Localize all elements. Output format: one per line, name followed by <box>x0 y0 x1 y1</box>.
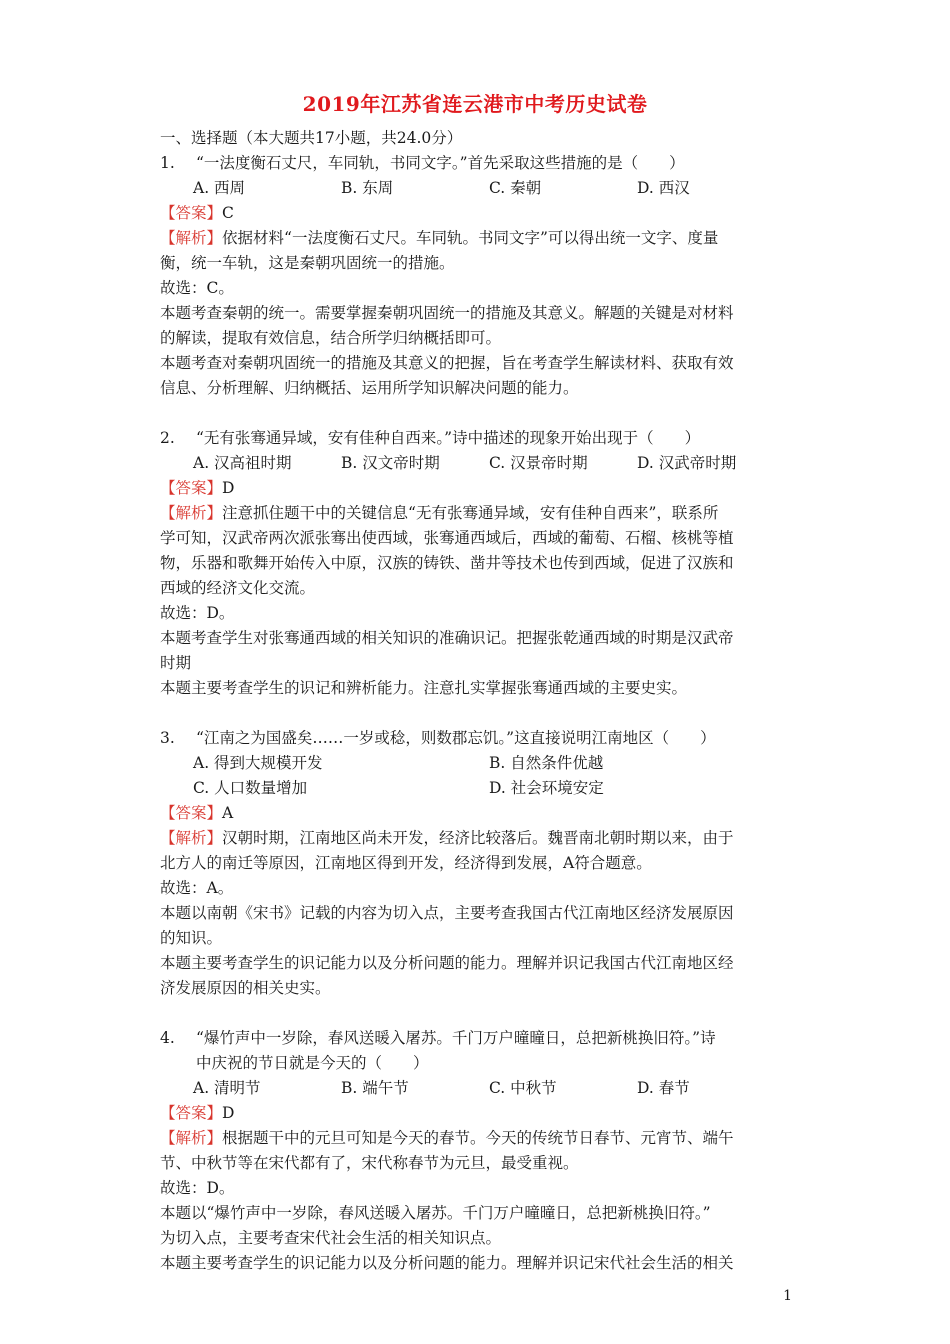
analysis-line: 西域的经济文化交流。 <box>160 579 316 597</box>
note-line: 本题主要考查学生的识记和辨析能力。注意扎实掌握张骞通西域的主要史实。 <box>160 679 688 697</box>
question-number: 3. <box>160 729 175 747</box>
note-line: 的知识。 <box>160 929 223 947</box>
option-a: A. 汉高祖时期 <box>193 454 292 472</box>
options-row <box>160 1076 785 1101</box>
option-a: A. 得到大规模开发 <box>193 754 323 772</box>
question-stem: 1. “一法度衡石丈尺，车同轨，书同文字。”首先采取这些措施的是（ ） <box>160 151 785 176</box>
section-header: 一、选择题（本大题共17小题，共24.0分） <box>160 129 463 147</box>
note-line: 本题主要考查学生的识记能力以及分析问题的能力。理解并识记宋代社会生活的相关 <box>160 1254 734 1272</box>
option-b: B. 汉文帝时期 <box>341 454 440 472</box>
question-4 <box>160 1026 785 1276</box>
analysis-line: 衡，统一车轨，这是秦朝巩固统一的措施。 <box>160 254 455 272</box>
answer-line <box>160 201 785 226</box>
options-row <box>160 776 785 801</box>
analysis-tag: 【解析】 <box>160 1129 223 1147</box>
option-c: C. 汉景帝时期 <box>489 454 588 472</box>
question-1 <box>160 151 785 401</box>
answer-value: D <box>222 1104 235 1122</box>
note-line: 本题考查秦朝的统一。需要掌握秦朝巩固统一的措施及其意义。解题的关键是对材料 <box>160 304 734 322</box>
option-b: B. 东周 <box>341 179 394 197</box>
options-row <box>160 451 785 476</box>
note-line: 为切入点，主要考查宋代社会生活的相关知识点。 <box>160 1229 502 1247</box>
note-line: 本题考查学生对张骞通西域的相关知识的准确识记。把握张乾通西域的时期是汉武帝 <box>160 629 734 647</box>
answer-tag: 【答案】 <box>160 804 223 822</box>
question-3 <box>160 726 785 1001</box>
question-number: 2. <box>160 429 175 447</box>
answer-value: C <box>222 204 234 222</box>
answer-tag: 【答案】 <box>160 204 223 222</box>
question-stem: 3. “江南之为国盛矣……一岁或稔，则数郡忘饥。”这直接说明江南地区（ ） <box>160 726 785 751</box>
option-d: D. 社会环境安定 <box>489 779 604 797</box>
choice-line: 故选：D。 <box>160 604 235 622</box>
question-number: 1. <box>160 154 175 172</box>
option-c: C. 中秋节 <box>489 1079 557 1097</box>
analysis-line: 【解析】注意抓住题干中的关键信息“无有张骞通异域，安有佳种自西来”，联系所 <box>160 504 719 522</box>
option-d: D. 汉武帝时期 <box>637 454 737 472</box>
note-line: 时期 <box>160 654 192 672</box>
option-a: A. 西周 <box>193 179 246 197</box>
question-stem-cont: 中庆祝的节日就是今天的（ ） <box>196 1054 429 1072</box>
question-stem: 4. “爆竹声中一岁除，春风送暖入屠苏。千门万户曈曈日，总把新桃换旧符。”诗 <box>160 1026 785 1051</box>
choice-line: 故选：C。 <box>160 279 234 297</box>
exam-content <box>160 126 785 1276</box>
analysis-line: 【解析】根据题干中的元旦可知是今天的春节。今天的传统节日春节、元宵节、端午 <box>160 1129 734 1147</box>
options-row <box>160 751 785 776</box>
answer-value: D <box>222 479 235 497</box>
options-row <box>160 176 785 201</box>
option-d: D. 春节 <box>637 1079 690 1097</box>
analysis-tag: 【解析】 <box>160 829 223 847</box>
option-c: C. 秦朝 <box>489 179 542 197</box>
answer-value: A <box>222 804 234 822</box>
option-a: A. 清明节 <box>193 1079 261 1097</box>
analysis-line: 物，乐器和歌舞开始传入中原，汉族的铸铁、凿井等技术也传到西域，促进了汉族和 <box>160 554 734 572</box>
choice-line: 故选：D。 <box>160 1179 235 1197</box>
analysis-tag: 【解析】 <box>160 504 223 522</box>
note-line: 本题以南朝《宋书》记载的内容为切入点，主要考查我国古代江南地区经济发展原因 <box>160 904 734 922</box>
answer-line <box>160 1101 785 1126</box>
note-line: 的解读，提取有效信息，结合所学归纳概括即可。 <box>160 329 502 347</box>
note-line: 本题考查对秦朝巩固统一的措施及其意义的把握，旨在考查学生解读材料、获取有效 <box>160 354 734 372</box>
question-stem: 2. “无有张骞通异域，安有佳种自西来。”诗中描述的现象开始出现于（ ） <box>160 426 785 451</box>
answer-tag: 【答案】 <box>160 1104 223 1122</box>
answer-line <box>160 801 785 826</box>
analysis-line: 北方人的南迁等原因，江南地区得到开发，经济得到发展，A符合题意。 <box>160 854 652 872</box>
option-d: D. 西汉 <box>637 179 690 197</box>
page-title: 2019年江苏省连云港市中考历史试卷 <box>302 92 648 116</box>
option-c: C. 人口数量增加 <box>193 779 308 797</box>
page-number: 1 <box>783 1288 792 1304</box>
analysis-line: 节、中秋节等在宋代都有了，宋代称春节为元旦，最受重视。 <box>160 1154 579 1172</box>
analysis-line: 【解析】汉朝时期，江南地区尚未开发，经济比较落后。魏晋南北朝时期以来，由于 <box>160 829 734 847</box>
option-b: B. 自然条件优越 <box>489 754 604 772</box>
note-line: 本题以“爆竹声中一岁除，春风送暖入屠苏。千门万户曈曈日，总把新桃换旧符。” <box>160 1204 711 1222</box>
question-2 <box>160 426 785 701</box>
answer-tag: 【答案】 <box>160 479 223 497</box>
note-line: 信息、分析理解、归纳概括、运用所学知识解决问题的能力。 <box>160 379 579 397</box>
choice-line: 故选：A。 <box>160 879 234 897</box>
analysis-tag: 【解析】 <box>160 229 223 247</box>
answer-line <box>160 476 785 501</box>
analysis-line: 【解析】依据材料“一法度衡石丈尺。车同轨。书同文字”可以得出统一文字、度量 <box>160 229 719 247</box>
question-number: 4. <box>160 1029 175 1047</box>
option-b: B. 端午节 <box>341 1079 409 1097</box>
note-line: 本题主要考查学生的识记能力以及分析问题的能力。理解并识记我国古代江南地区经 <box>160 954 734 972</box>
note-line: 济发展原因的相关史实。 <box>160 979 331 997</box>
analysis-line: 学可知，汉武帝两次派张骞出使西域，张骞通西域后，西域的葡萄、石榴、核桃等植 <box>160 529 734 547</box>
